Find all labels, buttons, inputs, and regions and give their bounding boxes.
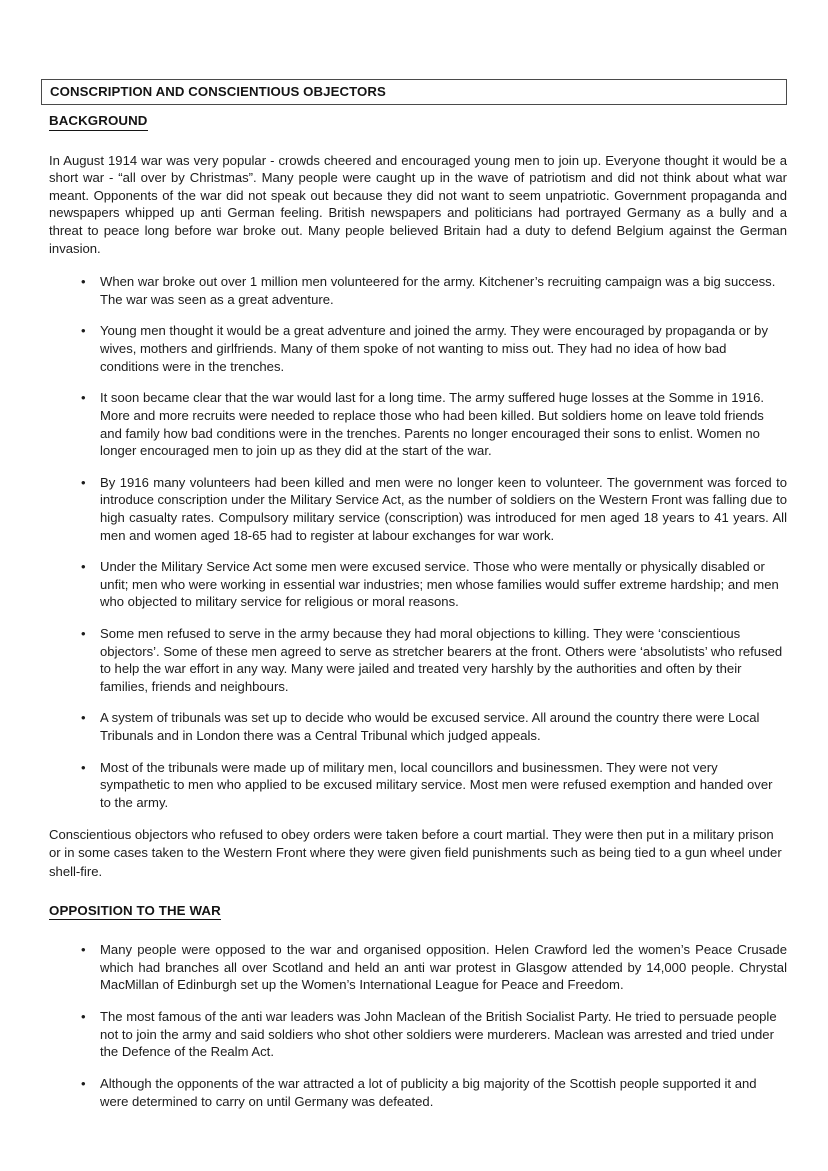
list-item (49, 273, 787, 308)
bullet-icon: • (81, 942, 86, 958)
spacer (49, 882, 787, 902)
bullet-icon: • (81, 710, 86, 726)
bullet-icon: • (81, 390, 86, 406)
bullet-icon: • (81, 474, 86, 490)
spacer (49, 257, 787, 273)
list-item-text: Although the opponents of the war attracted a lot of publicity a big majority of the Scottish people supported it and were determined to carry on until Germany was defeated. (100, 1075, 757, 1109)
list-item-text: Most of the tribunals were made up of military men, local councillors and businessmen. They were not very sympathetic to men who applied to be excused military service. Most men were refused exemption and handed over to the army. (100, 759, 773, 810)
bullet-icon: • (81, 1075, 86, 1091)
background-closing-paragraph: Conscientious objectors who refused to obey orders were taken before a court martial. They were then put in a military prison or in some cases taken to the Western Front where they were given field punishments such as being tied to a gun wheel under shell-fire. (49, 826, 782, 879)
list-item (49, 558, 787, 611)
list-item (49, 1008, 787, 1061)
bullet-icon: • (81, 274, 86, 290)
list-item (49, 709, 787, 744)
document-content (49, 112, 787, 1110)
background-intro-paragraph: In August 1914 war was very popular - crowds cheered and encouraged young men to join up. Everyone thought it would be a short war - “all over by Christmas”. Many people were caught up in the wave of patriotism and did not think about what war meant. Opponents of the war did not speak out because they did not want to seem unpatriotic. Government propaganda and newspapers whipped up anti German feeling. British newspapers and politicians had portrayed Germany as a bully and a threat to peace long before war broke out. Many people believed Britain had a duty to defend Belgium against the German invasion. (49, 152, 787, 256)
list-item (49, 389, 787, 459)
bullet-icon: • (81, 1009, 86, 1025)
list-item-text: Some men refused to serve in the army because they had moral objections to killing. They were ‘conscientious objectors’. Some of these men agreed to serve as stretcher bearers at the front. Others were ‘absolutists’ who refused to help the war effort in any way. Many were jailed and treated very harshly by the authorities and often by their families, friends and neighbours. (100, 626, 783, 694)
list-item-text: Under the Military Service Act some men were excused service. Those who were mentally or physically disabled or unfit; men who were working in essential war industries; men whose families would suffer extreme hardship; and men who objected to military service for religious or moral reasons. (100, 559, 779, 610)
spacer (49, 812, 787, 826)
document-title: CONSCRIPTION AND CONSCIENTIOUS OBJECTORS (50, 84, 386, 99)
section-heading-opposition: OPPOSITION TO THE WAR (49, 903, 221, 921)
list-item-text: Young men thought it would be a great adventure and joined the army. They were encouraged by propaganda or by wives, mothers and girlfriends. Many of them spoke of not wanting to miss out. They had no idea of how bad conditions were in the trenches. (100, 323, 768, 374)
opposition-bullet-list (49, 941, 787, 1110)
list-item (49, 625, 787, 695)
background-heading-wrap (49, 112, 787, 131)
list-item (49, 759, 787, 812)
list-item (49, 322, 787, 375)
bullet-icon: • (81, 559, 86, 575)
list-item-text: When war broke out over 1 million men volunteered for the army. Kitchener’s recruiting campaign was a big success. The war was seen as a great adventure. (100, 274, 776, 307)
spacer (49, 920, 787, 941)
opposition-heading-wrap (49, 902, 787, 921)
list-item (49, 941, 787, 994)
list-item (49, 474, 787, 544)
bullet-icon: • (81, 759, 86, 775)
bullet-icon: • (81, 323, 86, 339)
list-item-text: By 1916 many volunteers had been killed and men were no longer keen to volunteer. The government was forced to introduce conscription under the Military Service Act, as the number of soldiers on the Western Front was falling due to high casualty rates. Compulsory military service (conscription) was introduced for men aged 18 years to 41 years. All men and women aged 18-65 had to register at labour exchanges for war work. (100, 474, 787, 543)
section-heading-background: BACKGROUND (49, 113, 148, 131)
spacer (49, 131, 787, 152)
list-item-text: It soon became clear that the war would last for a long time. The army suffered huge losses at the Somme in 1916. More and more recruits were needed to replace those who had been killed. But soldiers home on leave told friends and family how bad conditions were in the trenches. Parents no longer encouraged their sons to enlist. Women no longer encouraged men to join up as they did at the start of the war. (100, 390, 765, 459)
list-item (49, 1075, 787, 1110)
document-title-box (41, 79, 787, 105)
list-item-text: The most famous of the anti war leaders was John Maclean of the British Socialist Party. He tried to persuade people not to join the army and said soldiers who shot other soldiers were murderers. Maclean was arrested and tried under the Defence of the Realm Act. (100, 1009, 777, 1060)
list-item-text: Many people were opposed to the war and organised opposition. Helen Crawford led the women’s Peace Crusade which had branches all over Scotland and held an anti war protest in Glasgow attended by 14,000 people. Chrystal MacMillan of Edinburgh set up the Women’s International League for Peace and Freedom. (100, 942, 787, 993)
list-item-text: A system of tribunals was set up to decide who would be excused service. All around the country there were Local Tribunals and in London there was a Central Tribunal which judged appeals. (100, 710, 760, 744)
background-bullet-list (49, 273, 787, 811)
bullet-icon: • (81, 626, 86, 642)
